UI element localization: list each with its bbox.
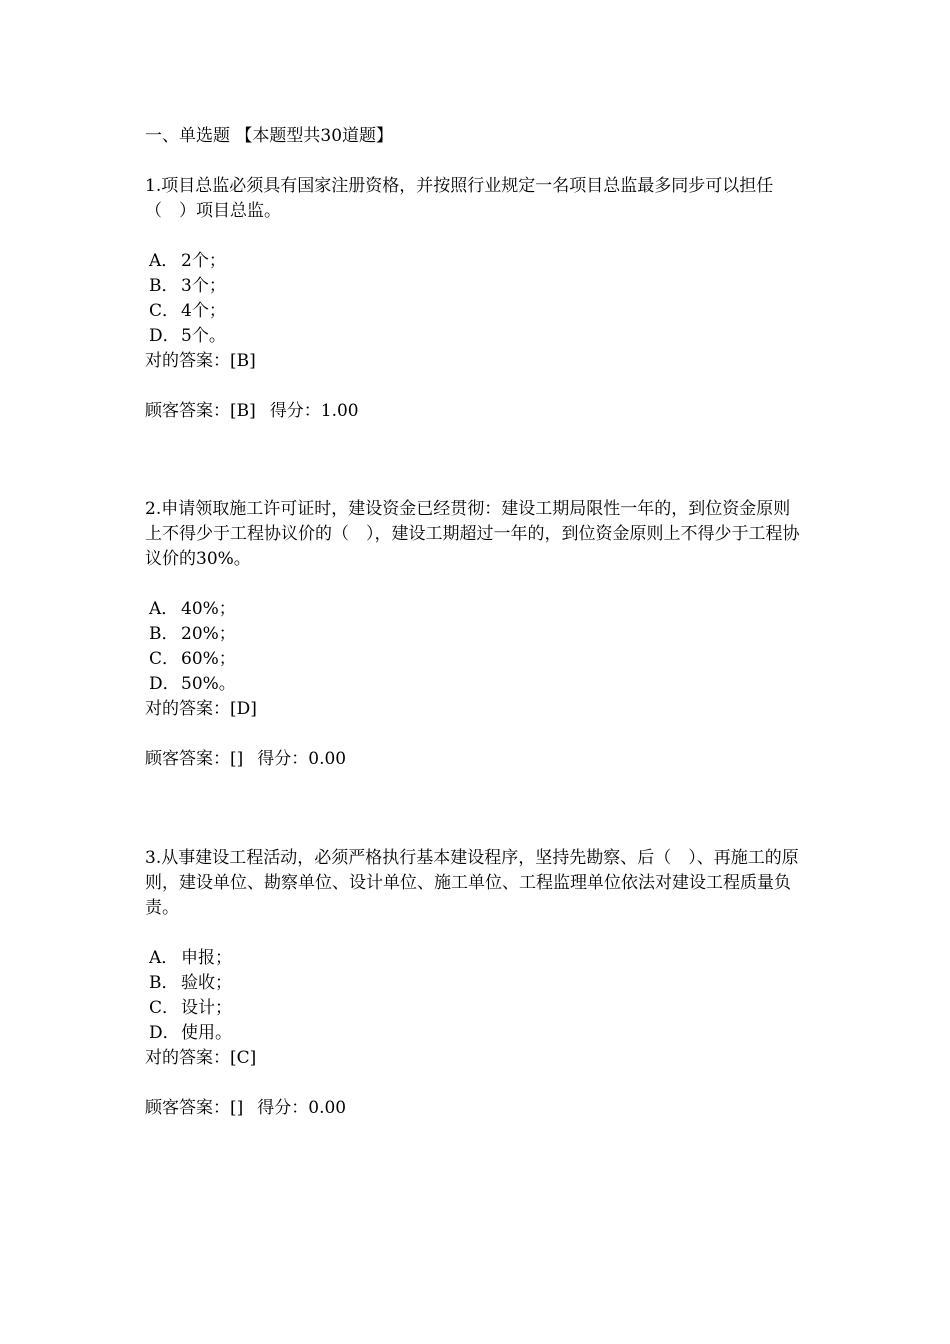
option-letter: B．	[149, 973, 179, 993]
customer-answer-row	[145, 399, 805, 424]
option-a	[145, 249, 805, 274]
option-a	[145, 946, 805, 971]
option-letter: B．	[149, 276, 179, 296]
option-c	[145, 996, 805, 1021]
option-letter: A．	[149, 948, 179, 968]
option-letter: A．	[149, 599, 179, 619]
option-letter: B．	[149, 624, 179, 644]
score: 得分：0.00	[257, 1098, 347, 1118]
option-b	[145, 622, 805, 647]
customer-answer: 顾客答案：[]	[145, 749, 244, 769]
section-title: 一、单选题 【本题型共30道题】	[145, 126, 394, 146]
customer-answer: 顾客答案：[B]	[145, 401, 256, 421]
option-text: 设计；	[181, 998, 232, 1018]
customer-answer: 顾客答案：[]	[145, 1098, 244, 1118]
question-stem: 2.申请领取施工许可证时，建设资金已经贯彻：建设工期局限性一年的，到位资金原则上不得少于工程协议价的（ ），建设工期超过一年的，到位资金原则上不得少于工程协议价的30%。	[145, 499, 800, 569]
option-d	[145, 324, 805, 349]
option-text: 50%。	[181, 674, 236, 694]
option-text: 20%；	[181, 624, 236, 644]
option-letter: D．	[149, 674, 180, 694]
option-list	[145, 249, 805, 349]
option-letter: C．	[149, 998, 180, 1018]
question-stem: 3.从事建设工程活动，必须严格执行基本建设程序，坚持先勘察、后（ ）、再施工的原则，建设单位、勘察单位、设计单位、施工单位、工程监理单位依法对建设工程质量负责。	[145, 848, 799, 918]
option-a	[145, 597, 805, 622]
correct-answer: 对的答案：[B]	[145, 351, 256, 371]
option-letter: D．	[149, 1023, 180, 1043]
option-letter: D．	[149, 326, 180, 346]
option-letter: C．	[149, 649, 180, 669]
customer-answer-row	[145, 1096, 805, 1121]
option-d	[145, 1021, 805, 1046]
option-text: 3个；	[181, 276, 226, 296]
option-d	[145, 672, 805, 697]
option-b	[145, 971, 805, 996]
option-list	[145, 597, 805, 697]
option-text: 申报；	[181, 948, 232, 968]
question-1	[145, 174, 805, 424]
option-text: 2个；	[181, 251, 226, 271]
option-text: 40%；	[181, 599, 236, 619]
score: 得分：0.00	[257, 749, 347, 769]
customer-answer-row	[145, 747, 805, 772]
option-letter: C．	[149, 301, 180, 321]
correct-answer: 对的答案：[D]	[145, 699, 257, 719]
option-b	[145, 274, 805, 299]
option-c	[145, 647, 805, 672]
option-text: 60%；	[181, 649, 236, 669]
question-3	[145, 846, 805, 1121]
question-stem: 1.项目总监必须具有国家注册资格，并按照行业规定一名项目总监最多同步可以担任（ ）项目总监。	[145, 176, 774, 221]
option-text: 使用。	[181, 1023, 232, 1043]
correct-answer: 对的答案：[C]	[145, 1048, 257, 1068]
option-list	[145, 946, 805, 1046]
score: 得分：1.00	[269, 401, 359, 421]
option-text: 4个；	[181, 301, 226, 321]
option-text: 5个。	[181, 326, 226, 346]
option-text: 验收；	[181, 973, 232, 993]
question-2	[145, 497, 805, 772]
option-c	[145, 299, 805, 324]
option-letter: A．	[149, 251, 179, 271]
